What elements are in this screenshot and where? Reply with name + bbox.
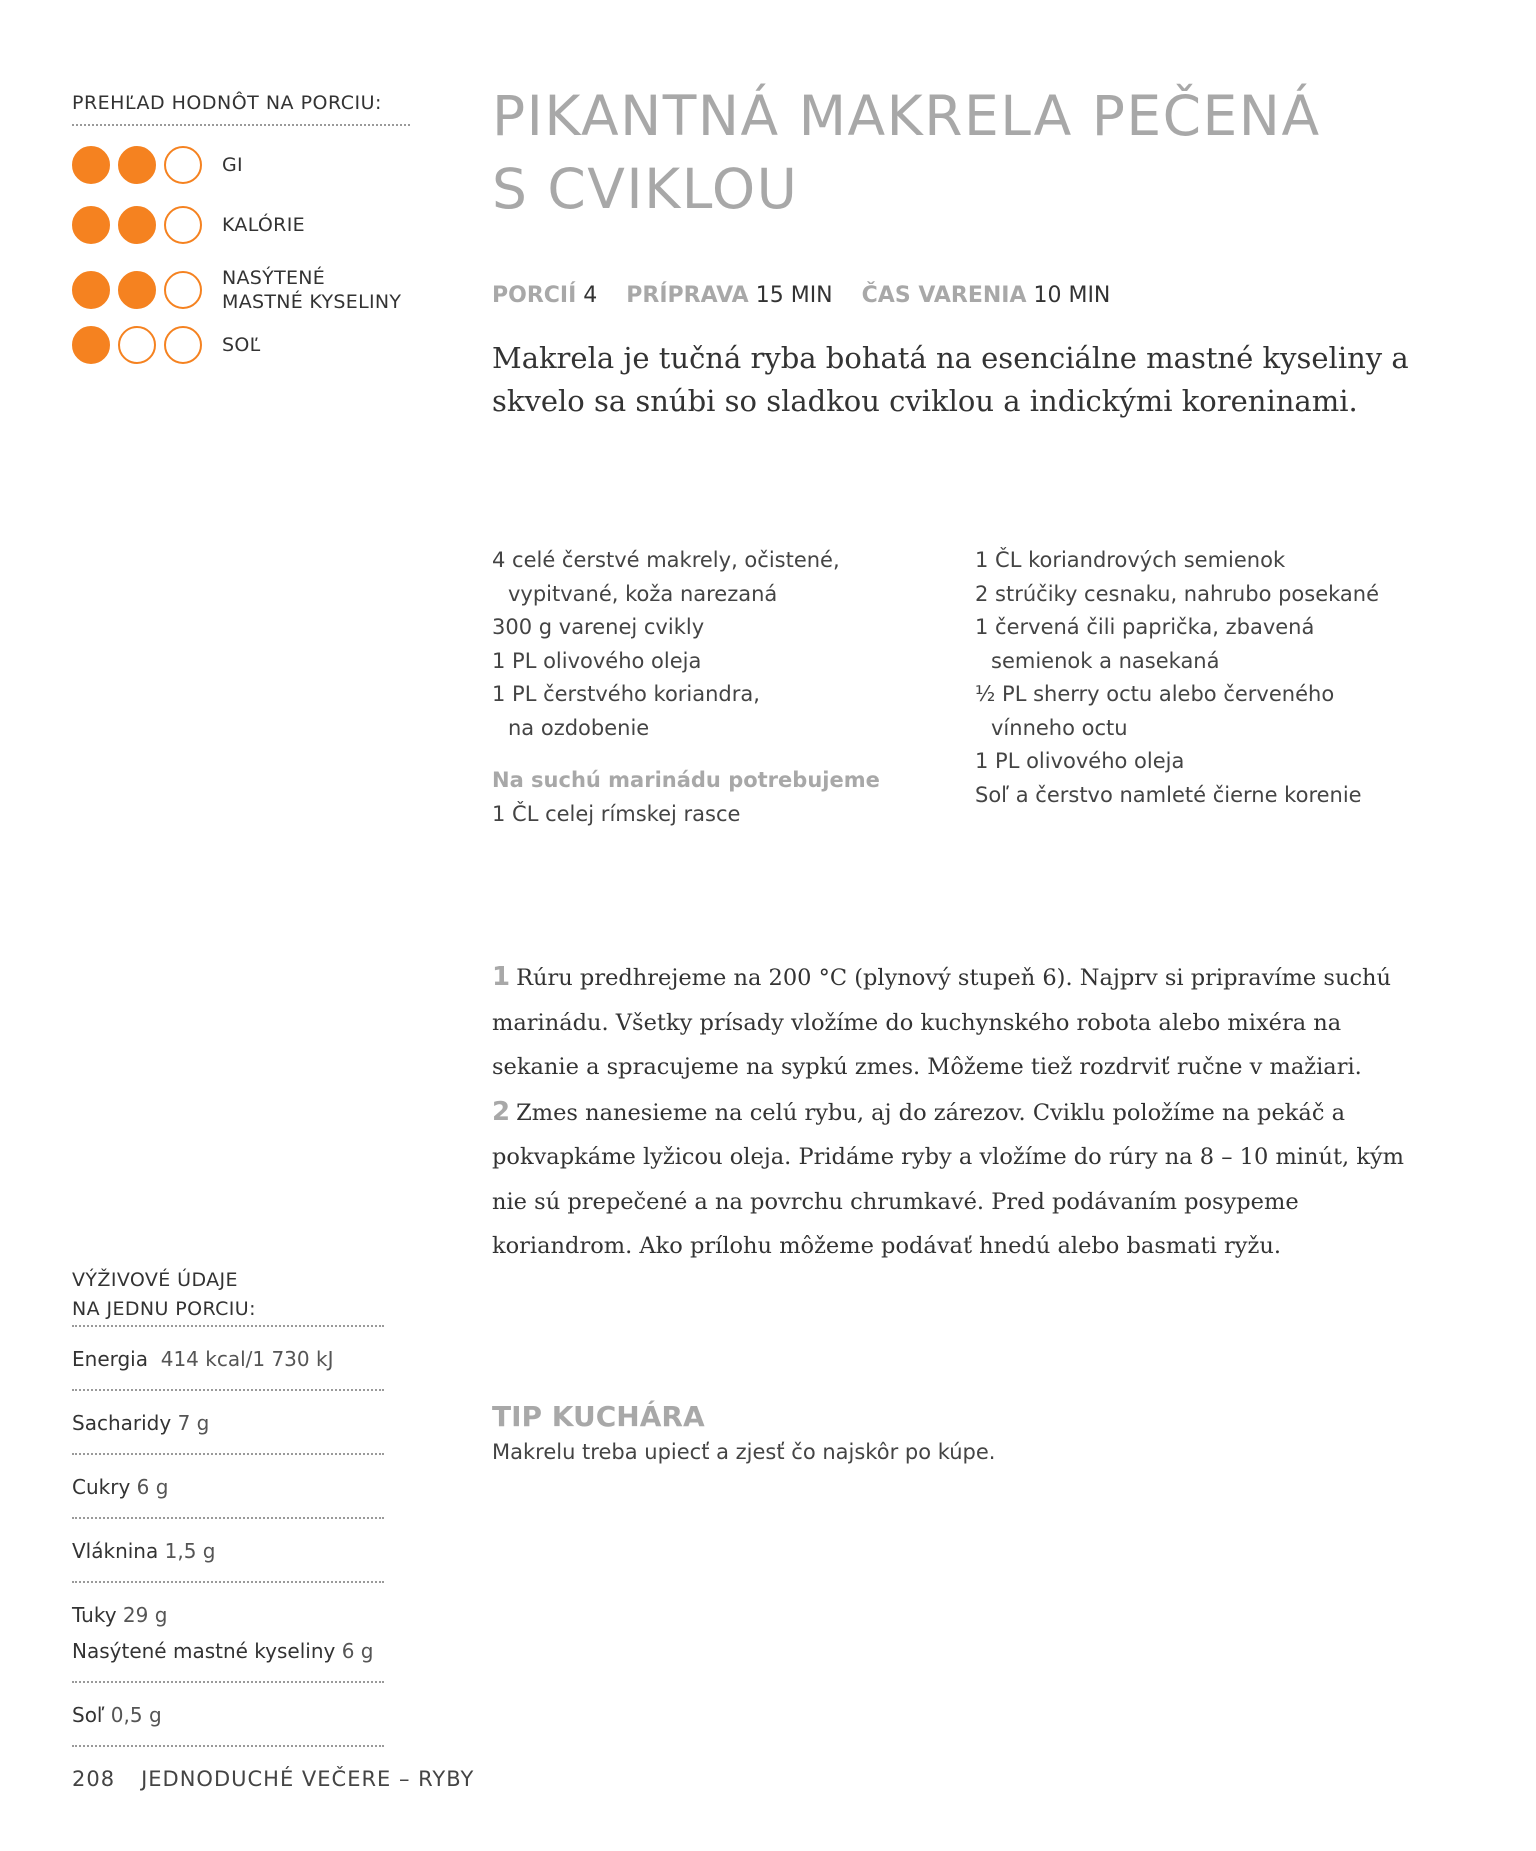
- ingredient: 1 ČL koriandrových semienok: [975, 548, 1286, 572]
- ingredient: 1 PL čerstvého koriandra,: [492, 682, 760, 706]
- step-text: Zmes nanesieme na celú rybu, aj do zárezov. Cviklu položíme na pekáč a pokvapkáme lyžicou oleja. Pridáme ryby a vložíme do rúry na 8 – 10 minút, kým nie sú prepečené a na povrchu chrumkavé. Pred podávaním posypeme koriandrom. Ako prílohu môžeme podávať hnedú alebo basmati ryžu.: [492, 1099, 1404, 1259]
- overview-label: KALÓRIE: [222, 214, 305, 236]
- nutrient-name: Nasýtené mastné kyseliny: [72, 1639, 336, 1663]
- recipe-meta: [492, 283, 1110, 308]
- nutrient-value: 29 g: [122, 1603, 168, 1627]
- recipe-title-line2: S CVIKLOU: [492, 157, 799, 221]
- servings-value: 4: [583, 283, 598, 308]
- rating-dot-filled: [72, 271, 110, 309]
- prep-label: PRÍPRAVA: [626, 283, 749, 308]
- section-title: JEDNODUCHÉ VEČERE – RYBY: [141, 1767, 475, 1791]
- ingredient: 1 PL olivového oleja: [975, 749, 1185, 773]
- ingredient: 1 PL olivového oleja: [492, 648, 702, 673]
- prep-value: 15 MIN: [755, 283, 833, 308]
- nutrition-heading-line2: NA JEDNU PORCIU:: [72, 1298, 256, 1320]
- rating-dot-empty: [118, 326, 156, 364]
- cook-value: 10 MIN: [1033, 283, 1111, 308]
- rating-dot-filled: [72, 146, 110, 184]
- nutrition-item-salt: [72, 1681, 384, 1747]
- nutrition-item-sugars: [72, 1453, 384, 1517]
- rating-dots: [72, 271, 209, 309]
- rating-dot-filled: [118, 146, 156, 184]
- cook-label: ČAS VARENIA: [861, 283, 1027, 308]
- nutrient-name: Cukry: [72, 1475, 131, 1499]
- ingredient-continuation: vínneho octu: [991, 715, 1128, 740]
- rating-dot-empty: [164, 146, 202, 184]
- nutrition-heading: [72, 1266, 384, 1324]
- overview-label: NASÝTENÉ MASTNÉ KYSELINY: [222, 267, 402, 313]
- servings-label: PORCIÍ: [492, 283, 577, 308]
- recipe-intro: Makrela je tučná ryba bohatá na esenciálne mastné kyseliny a skvelo sa snúbi so sladkou cviklou a indickými koreninami.: [492, 341, 1409, 418]
- ingredient: 2 strúčiky cesnaku, nahrubo posekané: [975, 581, 1380, 606]
- nutrient-name: Vláknina: [72, 1539, 159, 1563]
- method-step: [492, 955, 1412, 1090]
- marinade-heading: Na suchú marinádu potrebujeme: [492, 768, 880, 792]
- step-number: 2: [492, 1096, 511, 1127]
- overview-row-salt: [72, 326, 432, 364]
- overview-row-gi: [72, 146, 432, 184]
- rating-dots: [72, 326, 209, 364]
- step-text: Rúru predhrejeme na 200 °C (plynový stupeň 6). Najprv si pripravíme suchú marinádu. Všetky prísady vložíme do kuchynského robota alebo mixéra na sekanie a spracujeme na sypkú zmes. Môžeme tiež rozdrviť ručne v mažiari.: [492, 965, 1392, 1080]
- nutrition-item-energy: [72, 1325, 384, 1389]
- ingredient: Soľ a čerstvo namleté čierne korenie: [975, 782, 1362, 807]
- ingredient: 1 ČL celej rímskej rasce: [492, 801, 741, 826]
- overview-heading: PREHĽAD HODNÔT NA PORCIU:: [72, 92, 410, 126]
- rating-dot-filled: [118, 271, 156, 309]
- nutrition-heading-line1: VÝŽIVOVÉ ÚDAJE: [72, 1269, 238, 1291]
- rating-dot-filled: [72, 206, 110, 244]
- rating-dot-empty: [164, 326, 202, 364]
- page-number: 208: [72, 1767, 116, 1791]
- ingredient: 4 celé čerstvé makrely, očistené,: [492, 548, 840, 572]
- rating-dots: [72, 146, 209, 184]
- ingredients-left: [492, 544, 942, 831]
- overview-row-saturated-fat: [72, 266, 432, 314]
- recipe-title-line1: PIKANTNÁ MAKRELA PEČENÁ: [492, 84, 1321, 148]
- step-number: 1: [492, 962, 511, 992]
- nutrient-value: 414 kcal/1 730 kJ: [160, 1347, 334, 1371]
- rating-dot-empty: [164, 206, 202, 244]
- overview-label: GI: [222, 154, 243, 176]
- overview-row-calories: [72, 206, 432, 244]
- rating-dots: [72, 206, 209, 244]
- nutrient-value: 7 g: [177, 1411, 210, 1435]
- nutrition-list: [72, 1325, 384, 1747]
- ingredient-continuation: na ozdobenie: [508, 715, 650, 740]
- ingredient-continuation: semienok a nasekaná: [991, 648, 1220, 673]
- nutrient-name: Soľ: [72, 1703, 105, 1727]
- rating-dot-filled: [118, 206, 156, 244]
- ingredients-right: [975, 544, 1415, 812]
- nutrition-item-fiber: [72, 1517, 384, 1581]
- nutrient-name: Energia: [72, 1347, 148, 1371]
- ingredient: 1 červená čili paprička, zbavená: [975, 615, 1315, 639]
- recipe-title: [492, 80, 1392, 226]
- rating-dot-empty: [164, 271, 202, 309]
- ingredient: 300 g varenej cvikly: [492, 615, 705, 639]
- ingredient-continuation: vypitvané, koža narezaná: [508, 581, 778, 606]
- nutrient-name: Sacharidy: [72, 1411, 172, 1435]
- nutrient-value: 1,5 g: [164, 1539, 216, 1563]
- page-footer: [72, 1767, 474, 1791]
- method-steps: [492, 955, 1412, 1269]
- nutrient-value: 6 g: [341, 1639, 374, 1663]
- nutrient-value: 0,5 g: [110, 1703, 162, 1727]
- tip-text: Makrelu treba upiecť a zjesť čo najskôr po kúpe.: [492, 1440, 996, 1464]
- tip-heading: TIP KUCHÁRA: [492, 1400, 705, 1433]
- nutrition-item-fats: [72, 1581, 384, 1681]
- overview-label: SOĽ: [222, 334, 261, 356]
- method-step: [492, 1090, 1412, 1269]
- nutrient-name: Tuky: [72, 1603, 117, 1627]
- ingredient: ½ PL sherry octu alebo červeného: [975, 682, 1335, 706]
- rating-dot-filled: [72, 326, 110, 364]
- nutrient-value: 6 g: [136, 1475, 169, 1499]
- nutrition-item-carbs: [72, 1389, 384, 1453]
